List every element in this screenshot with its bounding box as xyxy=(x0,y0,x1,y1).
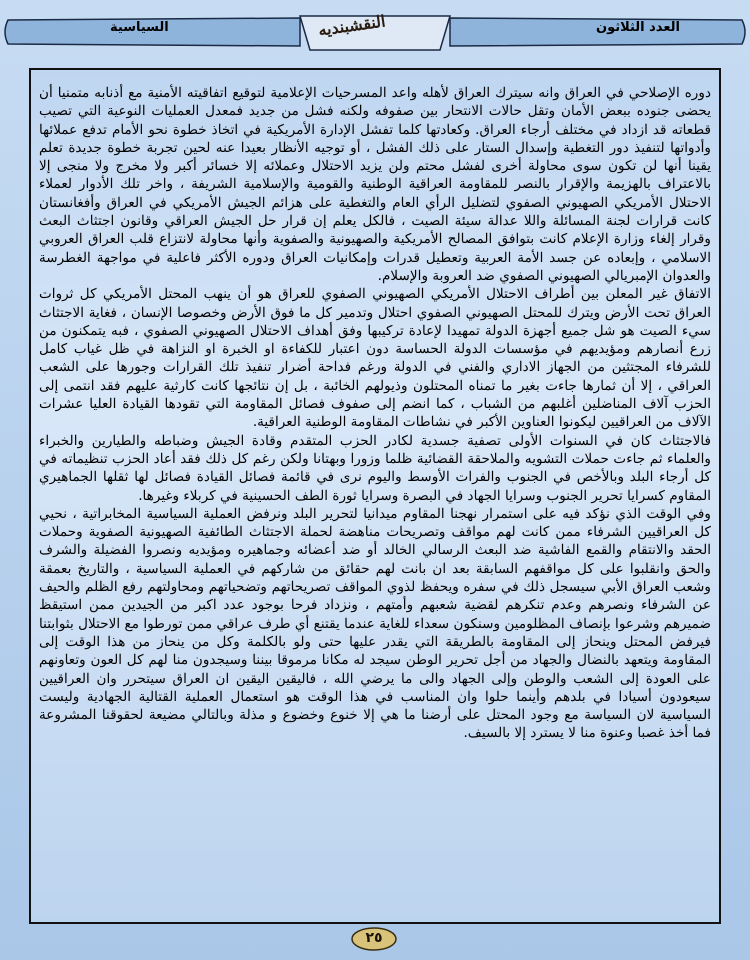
page-number: ٢٥ xyxy=(365,930,383,946)
issue-label: العدد الثلاثون xyxy=(595,20,680,35)
section-label: السياسية xyxy=(110,20,169,35)
paragraph-3: فالاجتثاث كان في السنوات الأولى تصفية جسدية لكادر الحزب المتقدم وقادة الجيش وضباطه والطيارين والخبراء والعلماء ثم جاءت حملات التشويه والملاحقة القضائية ظلما وزورا وبهتانا ولكن رغم كل ذلك فقد أعاد الحزب تنظيماته في كل أرجاء البلد وبالأخص في الجنوب والفرات الأوسط واليوم نرى في قائمة فصائل القيادة فصائل لها ثقلها الجماهيري المقاوم كسرايا تحرير الجنوب وسرايا الجهاد في البصرة وسرايا ثورة الطف الحسينية في كربلاء وغيرها. xyxy=(39,432,711,504)
magazine-logo: النقشبنديه xyxy=(317,11,387,40)
paragraph-1: دوره الإصلاحي في العراق وانه سيترك العراق لأهله واعد المسرحيات الإعلامية لتوقيع اتفاقيته الأمنية مع أذنابه متمنيا أن يحضى جنوده ببعض الأمان وتقل حالات الانتحار بين صفوفه ولكنه فشل من جديد فمعدل العمليات النوعية التي تصيب قطعاته قد ازداد في مختلف أرجاء العراق. وكعادتها كلما تفشل الإدارة الأمريكية في اتخاذ خطوة نحو الأمام تدفع عملائها وأدواتها لتنفيذ دور التغطية وإسدال الستار على ذلك الفشل ، أو توجيه الأنظار بعيدا عنه لحين تجربة خطوة جديدة تعلم يقينا أنها لن تكون سوى محاولة أخرى لفشل محتم ولن يزيد الاحتلال وعملائه إلا خسائر أكبر ولا مخرج ولا منجى إلا بالاعتراف بالهزيمة والإقرار بالنصر للمقاومة العراقية الوطنية والقومية والإسلامية الشريفة ، واخر تلك الأدوار لعملاء الاحتلال الأمريكي الصهيوني الصفوي لتضليل الرأي العام والتغطية على هزائم الجيش الأمريكي في العراق وأفغانستان كانت قرارات لجنة المسائلة واللا عدالة سيئة الصيت ، فالكل يعلم إن قرار حل الجيش العراقي وقانون اجتثاث البعث وقرار إلغاء وزارة الإعلام كانت بتوافق المصالح الأمريكية والصهيونية والصفوية وأنها محاولة لانتزاع قلب العراق العروبي الاسلامي ، وإبعاده عن جسد الأمة العربية وتعطيل قدرات وإمكانيات العراق ودوره الأكثر فاعلية في مواجهة الغطرسة والعدوان الإمبريالي الصهيوني الصفوي ضد العروبة والإسلام. xyxy=(39,85,711,284)
paragraph-2: الاتفاق غير المعلن بين أطراف الاحتلال الأمريكي الصهيوني الصفوي للعراق هو أن ينهب المحتل الأمريكي كل ثروات العراق تحت الأرض ويترك للمحتل الصهيوني الصفوي احتلال وتدمير كل ما فوق الأرض وخصوصا الإنسان ، فغاية الاجتثاث سيء الصيت هو شل جميع أجهزة الدولة تمهيدا لإعادة تركيبها وفق أهداف الاحتلال الصهيوني الصفوي ، فبه يتمكنون من زرع أنصارهم ومؤيديهم في مؤسسات الدولة الحساسة دون اعتبار للكفاءة او الخبرة او النزاهة في ظل غياب كامل للشرفاء المجتثين من الجهاز الاداري والفني في الدولة ورغم فداحة أضرار تنفيذ تلك القرارات وجورها على الشعب العراقي ، إلا أن ثمارها جاءت بغير ما تمناه المحتلون وذيولهم الخائبة ، بل إن نتائجها كانت كارثية عليهم فقد انتمى إلى الحزب آلاف المناضلين أغلبهم من الشباب ، كما انضم إلى صفوف فصائل المقاومة التي تقودها القيادة العليا عشرات الآلاف من العراقيين ليكونوا العناوين الأكبر في نشاطات المقاومة الوطنية العراقية. xyxy=(39,286,711,431)
paragraph-4: وفي الوقت الذي نؤكد فيه على استمرار نهجنا المقاوم ميدانيا لتحرير البلد ونرفض العملية السياسية المخابراتية ، نحيي كل العراقيين الشرفاء ممن كانت لهم مواقف وتصريحات مناهضة لحملة الاجتثاث الطائفية الصهيونية الصفوية وحملات الحقد والانتقام والقمع الفاشية ضد البعث الرسالي الخالد أو ضد أعضائه وجماهيره ومؤيديه ونصروا الفضيلة والشرف والحق وانقلبوا على كل مواقفهم السابقة بعد ان بانت لهم حقائق من شاركهم في العملية السياسية ، والتاريخ بعمقة وشعب العراق الأبي سيسجل ذلك في سفره ويحفظ لذوي المواقف تصريحاتهم وتضحياتهم ومحاولتهم رفع الظلم والحيف عن الشرفاء ونصرهم وعدم تنكرهم لقضية شعبهم وأمتهم ، ونزداد فرحا بوجود عدد اكبر من الجيدين ممن استيقظ ضميرهم وشرعوا بإنصاف المظلومين وسنكون سعداء للغاية عندما يقتنع أي طرف عراقي ممن تورطوا مع الاحتلال بثوابتنا فيرفض المحتل وينحاز إلى المقاومة بالطريقة التي يقدر عليها حتى ولو بالكلمة وكل من ينحاز من هذا الوقت إلى المقاومة ويتعهد بالنضال والجهاد من أجل تحرير الوطن سيجد له مكانا مرموقا بيننا وسيجدون منا لهم كل العون وتعاونهم على العودة إلى الشعب والوطن وإلى الجهاد والى ما يرضي الله ، فاليقين اليقين ان العراق سيتحرر وان العراقيين سيعودون أسيادا في بلدهم وأينما حلوا وان المناسب في هذا الوقت هو استعمال العملية القتالية الجهادية وليست السياسية لان السياسة مع وجود المحتل على أرضنا ما هي إلا خنوع وخضوع و مذلة وبالتالي مضيعة لحقوقنا المشروعة فما أخذ غصبا وعنوة منا لا يسترد إلا بالسيف. xyxy=(39,505,711,742)
article-frame xyxy=(29,68,721,924)
article-body xyxy=(39,84,711,743)
